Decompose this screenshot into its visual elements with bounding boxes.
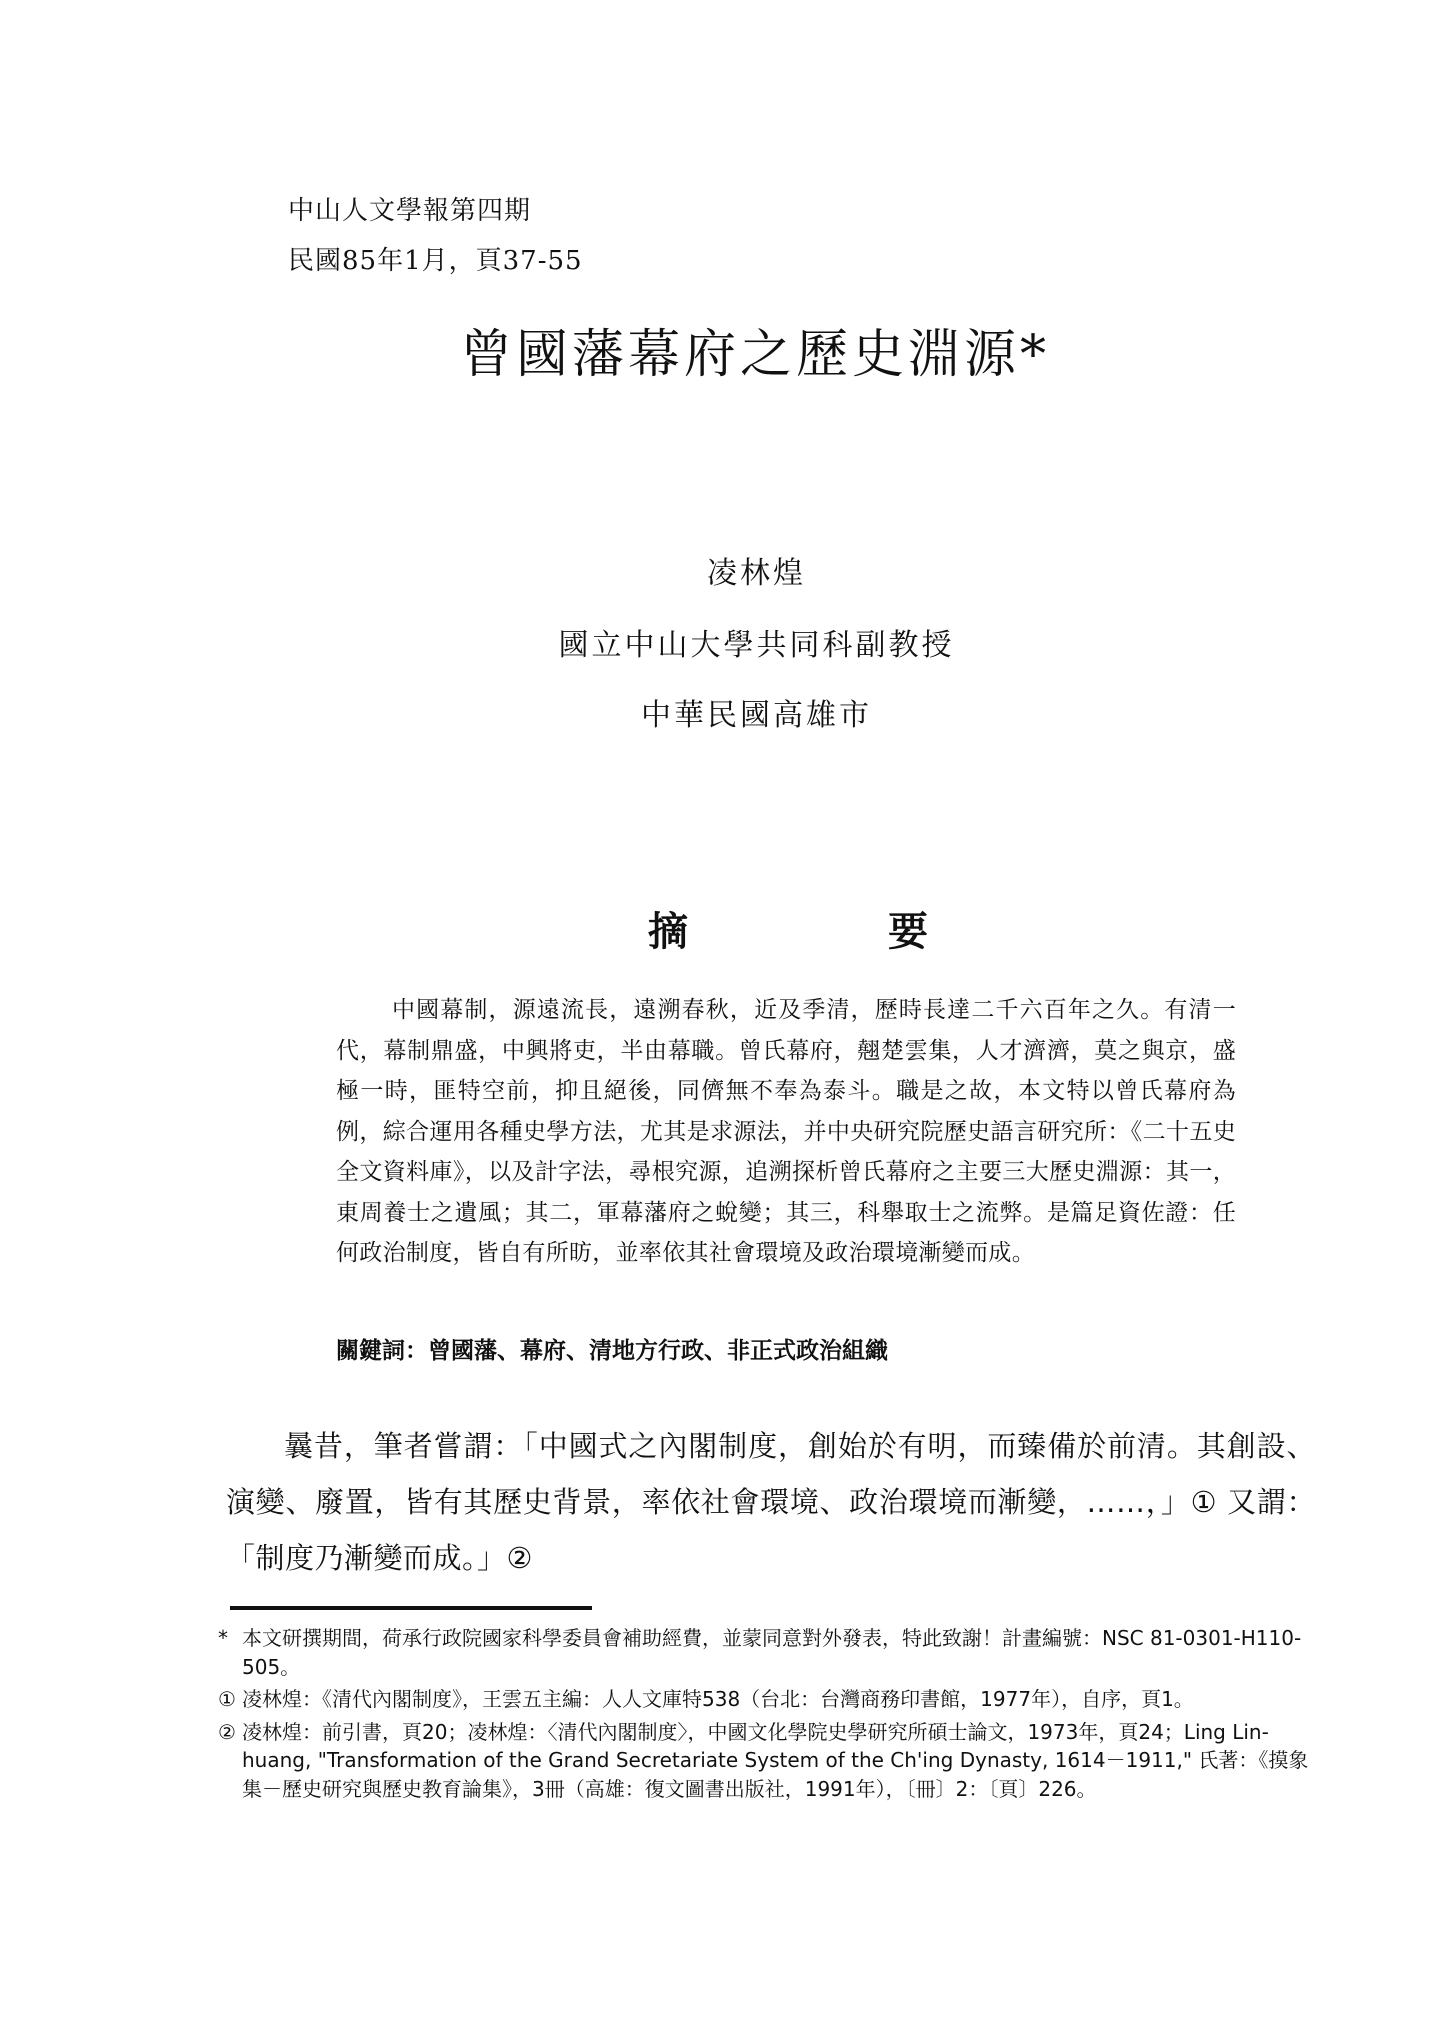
keywords: 關鍵詞：曾國藩、幕府、清地方行政、非正式政治組織 [336, 1338, 888, 1364]
abstract-heading [648, 900, 928, 957]
abstract-body [336, 990, 1236, 1274]
author-location: 中華民國高雄市 [641, 698, 872, 733]
footnote-item [218, 1685, 1318, 1714]
main-text [226, 1418, 1316, 1586]
abstract-heading-left: 摘 [648, 909, 688, 955]
footnote-mark: ② [218, 1719, 236, 1744]
paper-title: 曾國藩幕府之歷史淵源* [460, 325, 1051, 385]
footnote-divider [230, 1606, 592, 1610]
footnote-text: 凌林煌：《清代內閣制度》，王雲五主編：人人文庫特538（台北：台灣商務印書館，1977年），自序，頁1。 [242, 1687, 1194, 1711]
journal-date-pages: 民國85年1月，頁37-55 [288, 246, 583, 276]
footnote-mark: * [218, 1626, 228, 1650]
footnote-text: 凌林煌：前引書，頁20；凌林煌：〈清代內閣制度〉，中國文化學院史學研究所碩士論文，1973年，頁24；Ling Lin-huang, "Transformation of the Grand Secretariate System of the Ch'ing Dynasty, 1614－1911," 氏著：《摸象集－歷史研究與歷史教育論集》，3冊（高雄：復文圖書出版社，1991年），〔冊〕2：〔頁〕226。 [242, 1719, 1309, 1801]
footnote-item [218, 1624, 1318, 1681]
abstract-paragraph: 中國幕制，源遠流長，遠溯春秋，近及季清，歷時長達二千六百年之久。有清一代，幕制鼎盛，中興將吏，半由幕職。曾氏幕府，翹楚雲集，人才濟濟，莫之與京，盛極一時，匪特空前，抑且絕後，同儕無不奉為泰斗。職是之故，本文特以曾氏幕府為例，綜合運用各種史學方法，尤其是求源法，并中央研究院歷史語言研究所：《二十五史全文資料庫》，以及計字法，尋根究源，追溯探析曾氏幕府之主要三大歷史淵源：其一，東周養士之遺風；其二，軍幕藩府之蛻變；其三，科舉取士之流弊。是篇足資佐證：任何政治制度，皆自有所昉，並率依其社會環境及政治環境漸變而成。 [336, 997, 1236, 1266]
main-paragraph: 曩昔，筆者嘗謂：「中國式之內閣制度，創始於有明，而臻備於前清。其創設、演變、廢置，皆有其歷史背景，率依社會環境、政治環境而漸變，……，」① 又謂：「制度乃漸變而成。」② [226, 1429, 1316, 1575]
author-name: 凌林煌 [707, 556, 806, 591]
journal-header [288, 186, 583, 286]
footnote-mark: ① [218, 1687, 236, 1711]
author-affiliation: 國立中山大學共同科副教授 [558, 628, 955, 663]
abstract-heading-right: 要 [888, 909, 928, 955]
journal-issue: 中山人文學報第四期 [288, 196, 532, 226]
footnote-text: 本文研撰期間，荷承行政院國家科學委員會補助經費，並蒙同意對外發表，特此致謝！計畫編號：NSC 81-0301-H110-505。 [242, 1626, 1302, 1679]
footnote-item [218, 1718, 1318, 1804]
footnotes [218, 1624, 1318, 1807]
